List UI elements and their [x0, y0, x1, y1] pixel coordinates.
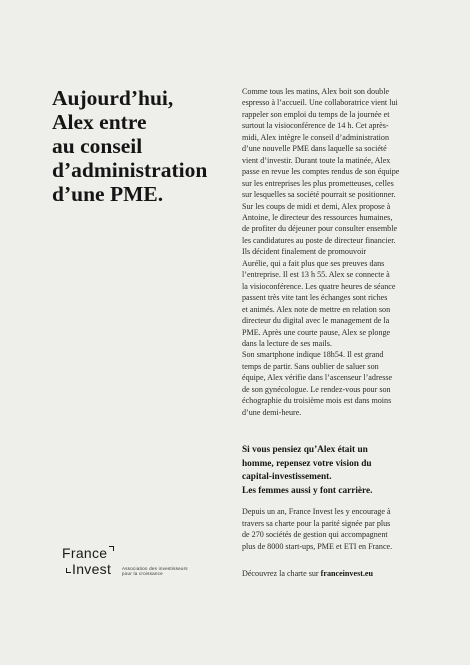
story-line: Aurélie, qui a fait plus que ses preuves dans	[242, 258, 385, 268]
story-paragraph	[242, 86, 422, 418]
story-line: échographie du troisième mois est dans moins	[242, 396, 392, 406]
about-line: Depuis un an, France Invest les y encourage à	[242, 507, 391, 516]
story-line: Son smartphone indique 18h54. Il est grand	[242, 350, 384, 360]
story-line: sur lesquelles sa société pourrait se positionner.	[242, 190, 396, 200]
story-line: vient d’investir. Durant toute la matinée, Alex	[242, 155, 391, 165]
callout-line: Si vous pensiez qu’Alex était un	[242, 445, 368, 455]
story-line: Antoine, le directeur des ressources humaines,	[242, 212, 393, 222]
story-line: Ils décident finalement de promouvoir	[242, 247, 367, 257]
story-line: passe en revue les comptes rendus de son équipe	[242, 167, 400, 177]
headline-line: au conseil	[52, 134, 143, 158]
story-line: passent très vite tant les échanges sont riches	[242, 293, 388, 303]
headline-line: d’une PME.	[52, 182, 164, 206]
cta-prefix: Découvrez la charte sur	[242, 569, 321, 578]
callout-statement	[242, 444, 442, 498]
france-invest-logo	[62, 545, 222, 585]
story-line: midi, Alex intègre le conseil d’administration	[242, 132, 390, 142]
story-line: de son gynécologue. Le rendez-vous pour son	[242, 384, 391, 394]
corner-bracket-icon	[109, 546, 114, 551]
about-line: plus de 8000 start-ups, PME et ETI en France.	[242, 541, 393, 551]
story-line: d’une nouvelle PME dans laquelle sa société	[242, 144, 387, 154]
story-line: surtout la visioconférence de 14 h. Cet après-	[242, 121, 389, 131]
about-paragraph	[242, 506, 442, 552]
story-line: de profiter du déjeuner pour consulter ensemble	[242, 224, 398, 234]
corner-bracket-icon	[66, 568, 71, 573]
logo-wordmark-top	[62, 545, 222, 561]
callout-line: capital-investissement.	[242, 472, 332, 483]
story-line: les candidatures au poste de directeur financier.	[242, 235, 396, 245]
website-link[interactable]: franceinvest.eu	[320, 569, 374, 578]
headline-line: d’administration	[52, 158, 208, 182]
headline	[52, 86, 232, 206]
story-line: PME. Après une courte pause, Alex se plonge	[242, 327, 391, 337]
about-line: de 270 sociétés de gestion qui accompagnent	[242, 530, 388, 539]
story-line: espresso à l’accueil. Une collaboratrice vient lui	[242, 98, 398, 108]
story-line: dans la lecture de ses mails.	[242, 338, 332, 348]
tagline-line: pour la croissance	[122, 571, 163, 577]
story-line: d’une demi-heure.	[242, 407, 302, 417]
logo-word-france: France	[62, 545, 108, 561]
body-column	[242, 86, 422, 418]
callout-line: homme, repensez votre vision du	[242, 458, 372, 469]
story-line: Comme tous les matins, Alex boit son double	[242, 87, 390, 96]
charter-cta	[242, 568, 452, 579]
story-line: équipe, Alex vérifie dans l’ascenseur l’adresse	[242, 373, 393, 383]
logo-word-invest: Invest	[72, 561, 112, 577]
story-line: la visioconférence. Les quatre heures de séance	[242, 281, 396, 291]
logo-tagline	[122, 566, 188, 576]
headline-line: Aujourd’hui,	[52, 86, 174, 110]
headline-line: Alex entre	[52, 110, 147, 134]
story-line: sur les entreprises les plus prometteuses, celles	[242, 178, 394, 188]
about-line: travers sa charte pour la parité signée par plus	[242, 518, 391, 528]
story-line: temps de partir. Sans oublier de saluer son	[242, 361, 379, 371]
story-line: rappeler son emploi du temps de la journée et	[242, 109, 390, 119]
story-line: l’entreprise. Il est 13 h 55. Alex se connecte à	[242, 270, 390, 280]
tagline-line: Association des investisseurs	[122, 566, 188, 571]
story-line: Sur les coups de midi et demi, Alex propose à	[242, 201, 391, 211]
story-line: directeur du digital avec le management de la	[242, 316, 390, 326]
callout-line: Les femmes aussi y font carrière.	[242, 485, 373, 496]
story-line: et animés. Alex note de mettre en relation son	[242, 304, 391, 314]
